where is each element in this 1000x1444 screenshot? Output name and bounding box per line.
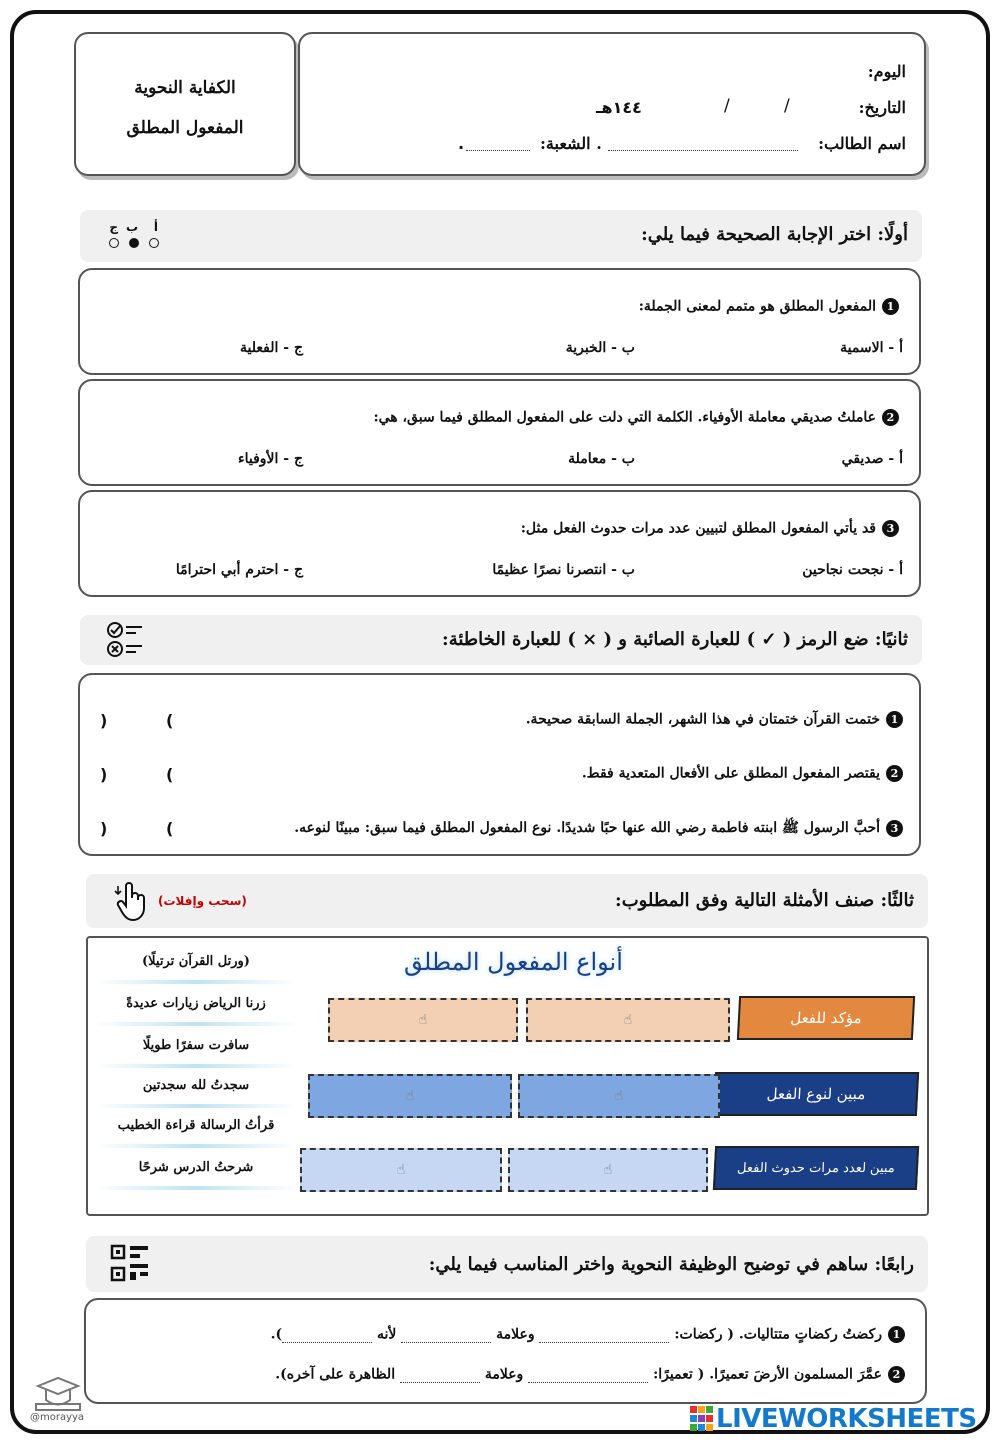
exercise-2: 2عمَّرَ المسلمون الأرضَ تعميرًا. ( تعميرًا: وعلامة الظاهرة على آخره).: [275, 1366, 905, 1383]
qr-code-icon: [108, 1242, 152, 1286]
statement-3: 3أحبَّ الرسول ﷺ ابنته فاطمة رضي الله عنها حبًا شديدًا. نوع المفعول المطلق فيما سبق: مبينًا لنوعه.: [294, 819, 903, 839]
question-text: 3قد يأتي المفعول المطلق لتبيين عدد مرات حدوث الفعل مثل:: [521, 520, 899, 537]
legend-letter-a: أ: [153, 220, 158, 234]
section3-header: [86, 874, 928, 928]
day-label: اليوم:: [867, 62, 906, 81]
subject-topic: المفعول المطلق: [126, 118, 244, 138]
question-card-2: [78, 379, 921, 486]
legend-radio-empty-icon: [149, 238, 159, 248]
student-name-field[interactable]: [608, 150, 798, 151]
legend-radio-empty-icon: [109, 238, 119, 248]
diagram-title: أنواع المفعول المطلق: [404, 948, 623, 976]
category-emphatic: مؤكد للفعل: [737, 996, 915, 1040]
option-c[interactable]: ج - الأوفياء: [238, 451, 303, 467]
draggable-example[interactable]: قرأتُ الرسالة قراءة الخطيب: [96, 1108, 296, 1148]
option-b[interactable]: ب - الخبرية: [565, 340, 635, 356]
true-false-card: [78, 673, 921, 856]
statement-number-badge: 3: [886, 820, 903, 837]
section1-header: [80, 210, 922, 262]
statement-number-badge: 2: [886, 765, 903, 782]
date-sep-2: /: [724, 96, 730, 116]
hand-icon: ☝: [603, 1162, 613, 1178]
liveworksheets-logo-icon: [690, 1406, 714, 1432]
section-end: .: [458, 134, 465, 153]
question-text: 2عاملتُ صديقي معاملة الأوفياء. الكلمة التي دلت على المفعول المطلق فيما سبق، هي:: [373, 409, 899, 426]
answer-paren-close: ): [100, 711, 108, 730]
hand-icon: ☝: [418, 1012, 428, 1028]
answer-paren-open: (: [166, 819, 174, 838]
option-a[interactable]: أ - الاسمية: [840, 340, 903, 356]
drag-drop-hint: (سحب وإفلات): [158, 894, 247, 908]
draggable-example[interactable]: سافرت سفرًا طويلًا: [96, 1028, 296, 1068]
student-info-box: [298, 32, 926, 176]
liveworksheets-brand[interactable]: LIVEWORKSHEETS: [716, 1404, 977, 1434]
pointer-hand-icon: [114, 882, 150, 922]
answer-legend: [104, 220, 160, 252]
exercise-number-badge: 2: [888, 1366, 905, 1383]
option-b[interactable]: ب - معاملة: [568, 451, 635, 467]
drop-slot[interactable]: [328, 998, 518, 1042]
drop-slot[interactable]: [308, 1074, 512, 1118]
hand-icon: ☝: [396, 1162, 406, 1178]
question-card-1: [78, 268, 921, 375]
hand-icon: ☝: [405, 1088, 415, 1104]
section2-title: ثانيًا: ضع الرمز ( ✓ ) للعبارة الصائبة و ( × ) للعبارة الخاطئة:: [442, 629, 908, 650]
exercise-number-badge: 1: [888, 1326, 905, 1343]
date-label: التاريخ:: [858, 98, 906, 117]
blank-field[interactable]: [400, 1382, 480, 1383]
legend-radio-filled-icon: [129, 238, 139, 248]
blank-field[interactable]: [401, 1342, 491, 1343]
answer-paren-open: (: [166, 711, 174, 730]
drop-slot[interactable]: [508, 1148, 708, 1192]
subject-box: [74, 32, 296, 176]
checklist-icon: [106, 619, 148, 661]
subject-title: الكفاية النحوية: [134, 78, 236, 98]
section3-title: ثالثًا: صنف الأمثلة التالية وفق المطلوب:: [615, 890, 914, 911]
answer-field-2[interactable]: [112, 765, 162, 787]
question-text: 1المفعول المطلق هو متمم لمعنى الجملة:: [639, 298, 899, 315]
blank-field[interactable]: [539, 1342, 669, 1343]
answer-field-1[interactable]: [112, 711, 162, 733]
option-c[interactable]: ج - احترم أبي احترامًا: [175, 562, 303, 578]
question-number-badge: 1: [882, 298, 899, 315]
option-b[interactable]: ب - انتصرنا نصرًا عظيمًا: [492, 562, 635, 578]
draggable-example[interactable]: شرحتُ الدرس شرحًا: [96, 1150, 296, 1190]
answer-field-3[interactable]: [112, 819, 162, 841]
exercise-1: 1ركضتُ ركضاتٍ متتاليات. ( ركضات: وعلامة لأنه ).: [271, 1326, 905, 1343]
drop-slot[interactable]: [300, 1148, 502, 1192]
answer-paren-open: (: [166, 765, 174, 784]
category-count: مبين لعدد مرات حدوث الفعل: [713, 1146, 919, 1190]
option-a[interactable]: أ - نجحت نجاحين: [802, 562, 903, 578]
option-c[interactable]: ج - الفعلية: [240, 340, 303, 356]
section-field[interactable]: [466, 150, 530, 151]
statement-number-badge: 1: [886, 711, 903, 728]
hand-icon: ☝: [623, 1012, 633, 1028]
blank-field[interactable]: [282, 1342, 372, 1343]
drop-slot[interactable]: [518, 1074, 720, 1118]
graduate-logo-icon: [30, 1374, 86, 1414]
section-label: . الشعبة:: [540, 134, 602, 153]
category-type: مبين لنوع الفعل: [713, 1072, 919, 1116]
statement-2: 2يقتصر المفعول المطلق على الأفعال المتعدية فقط.: [582, 765, 903, 782]
answer-paren-close: ): [100, 819, 108, 838]
legend-letter-c: ج: [109, 220, 118, 234]
answer-paren-close: ): [100, 765, 108, 784]
date-sep-1: /: [784, 96, 790, 116]
drop-slot[interactable]: [526, 998, 730, 1042]
grammar-function-card: [84, 1298, 927, 1404]
section2-header: [80, 615, 922, 665]
question-number-badge: 3: [882, 520, 899, 537]
credit-text: @morayya: [30, 1412, 85, 1423]
question-number-badge: 2: [882, 409, 899, 426]
classification-area: [86, 936, 929, 1216]
statement-1: 1ختمت القرآن ختمتان في هذا الشهر، الجملة السابقة صحيحة.: [526, 711, 903, 728]
option-a[interactable]: أ - صديقي: [841, 451, 903, 467]
hand-icon: ☝: [614, 1088, 624, 1104]
section4-title: رابعًا: ساهم في توضيح الوظيفة النحوية واختر المناسب فيما يلي:: [428, 1254, 914, 1275]
blank-field[interactable]: [528, 1382, 648, 1383]
section1-title: أولًا: اختر الإجابة الصحيحة فيما يلي:: [641, 224, 908, 245]
student-name-label: اسم الطالب:: [818, 134, 906, 153]
date-year: ١٤٤هـ: [596, 98, 642, 117]
question-card-3: [78, 490, 921, 597]
legend-letter-b: ب: [125, 220, 138, 234]
section4-header: [86, 1236, 928, 1292]
draggable-example[interactable]: سجدتُ لله سجدتين: [96, 1068, 296, 1108]
draggable-example[interactable]: (ورتل القرآن ترتيلًا): [96, 944, 296, 984]
draggable-example[interactable]: زرنا الرياض زيارات عديدةً: [96, 986, 296, 1026]
